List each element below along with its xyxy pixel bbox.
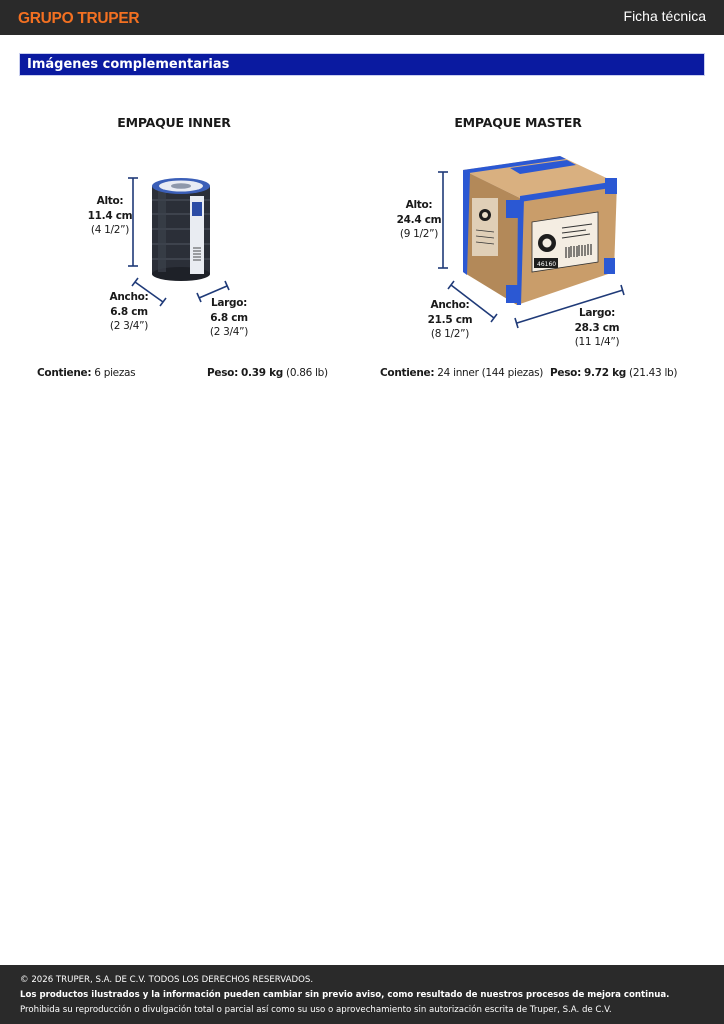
section-title: Imágenes complementarias [27,57,230,72]
inner-package-heading: EMPAQUE INNER [117,115,231,130]
master-length-label: Largo: 28.3 cm (11 1/4”) [574,307,620,348]
brand-logo: GRUPO TRUPER [18,10,140,27]
document-title: Ficha técnica [623,8,706,24]
master-box-image [463,156,617,305]
footer-notice: Los productos ilustrados y la información pueden cambiar sin previo aviso, como resultado de nuestros procesos de mejora continua. [20,990,670,1000]
inner-width-label: Ancho: 6.8 cm (2 3/4”) [109,291,149,332]
box-code-text: 46160 [537,261,557,268]
footer [0,965,724,1024]
inner-height-label: Alto: 11.4 cm (4 1/2”) [87,195,133,236]
master-weight: Peso: 9.72 kg (21.43 lb) [550,367,678,379]
tape-roll-stack-image [152,178,210,281]
inner-weight: Peso: 0.39 kg (0.86 lb) [207,367,328,379]
inner-length-label: Largo: 6.8 cm (2 3/4”) [209,297,249,338]
master-height-label: Alto: 24.4 cm (9 1/2”) [396,199,442,240]
master-contains: Contiene: 24 inner (144 piezas) [380,367,544,379]
footer-legal: Prohibida su reproducción o divulgación total o parcial así como su uso o aprovechamiento sin autorización escrita de Truper, S.A. de C.V. [20,1005,612,1015]
master-package-heading: EMPAQUE MASTER [454,115,582,130]
footer-copyright: © 2026 TRUPER, S.A. DE C.V. TODOS LOS DERECHOS RESERVADOS. [20,975,314,985]
master-width-label: Ancho: 21.5 cm (8 1/2”) [427,299,473,340]
inner-contains: Contiene: 6 piezas [37,367,136,379]
